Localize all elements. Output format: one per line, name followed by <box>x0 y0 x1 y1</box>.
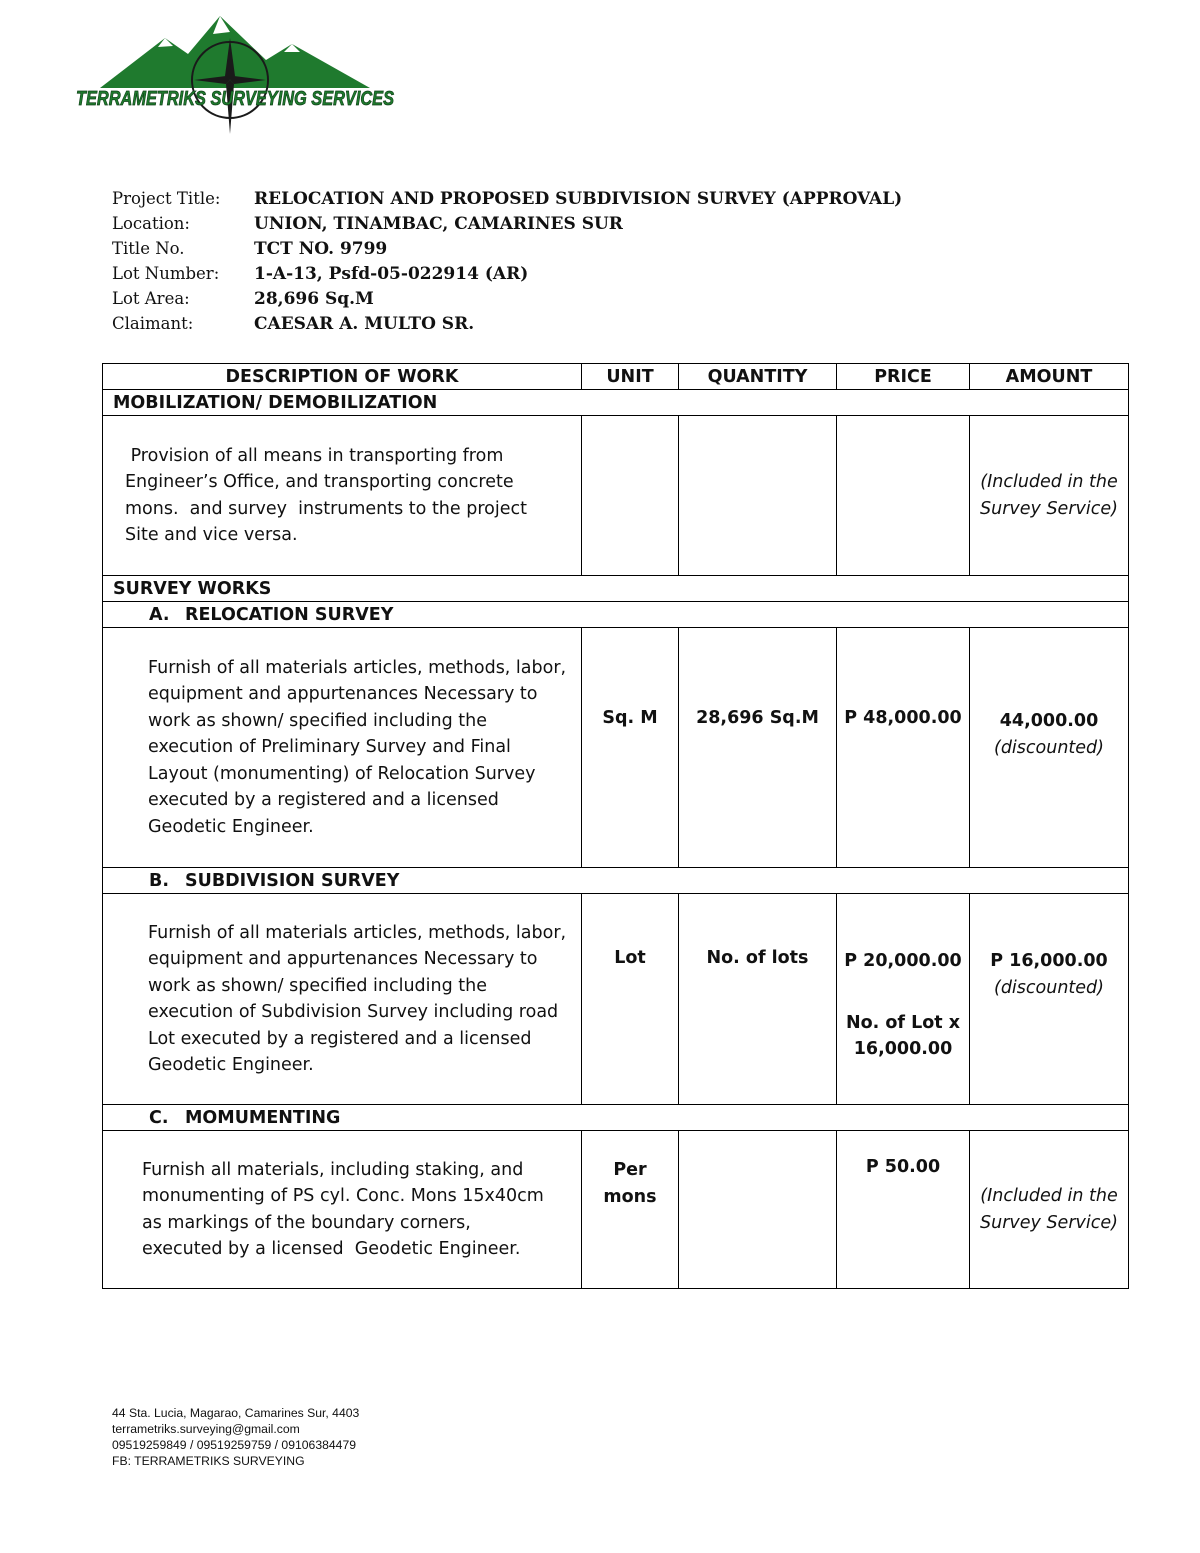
mobilization-quantity <box>679 416 837 576</box>
table-row <box>103 576 1129 602</box>
relocation-description: Furnish of all materials articles, methods, labor, equipment and appurtenances Necessary to work as shown/ specified including the execution of Preliminary Survey and Final Layout (monumenting) of Relocation Survey executed by a registered and a licensed Geodetic Engineer. <box>103 628 582 868</box>
subdivision-description: Furnish of all materials articles, methods, labor, equipment and appurtenances Necessary to work as shown/ specified including the execution of Subdivision Survey including road Lot executed by a registered and a licensed Geodetic Engineer. <box>103 894 582 1105</box>
monumenting-amount: (Included in the Survey Service) <box>970 1131 1129 1289</box>
project-info <box>112 186 902 336</box>
title-no-label: Title No. <box>112 239 185 258</box>
mobilization-amount: (Included in the Survey Service) <box>970 416 1129 576</box>
subdivision-amount: P 16,000.00 (discounted) <box>970 894 1129 1105</box>
table-row <box>103 628 1129 868</box>
mobilization-heading: MOBILIZATION/ DEMOBILIZATION <box>103 390 1129 416</box>
subdivision-price: P 20,000.00 No. of Lot x 16,000.00 <box>837 894 970 1105</box>
monumenting-quantity <box>679 1131 837 1289</box>
header-description: DESCRIPTION OF WORK <box>103 364 582 390</box>
relocation-price: P 48,000.00 <box>837 628 970 868</box>
table-row <box>103 416 1129 576</box>
table-row <box>103 868 1129 894</box>
monumenting-description: Furnish all materials, including staking, and monumenting of PS cyl. Conc. Mons 15x40cm as markings of the boundary corners, executed by a licensed Geodetic Engineer. <box>103 1131 582 1289</box>
monumenting-heading: C. MOMUMENTING <box>103 1105 1129 1131</box>
company-logo <box>70 10 400 140</box>
mobilization-price <box>837 416 970 576</box>
lot-area-value: 28,696 Sq.M <box>254 288 374 309</box>
table-header-row <box>103 364 1129 390</box>
relocation-amount: 44,000.00 (discounted) <box>970 628 1129 868</box>
header-quantity: QUANTITY <box>679 364 837 390</box>
claimant-label: Claimant: <box>112 314 194 333</box>
mobilization-description: Provision of all means in transporting from Engineer’s Office, and transporting concrete mons. and survey instruments to the project Site and vice versa. <box>103 416 582 576</box>
footer-phones: 09519259849 / 09519259759 / 09106384479 <box>112 1438 356 1452</box>
subdivision-unit: Lot <box>582 894 679 1105</box>
location-label: Location: <box>112 214 190 233</box>
title-no-value: TCT NO. 9799 <box>254 238 388 259</box>
footer-facebook: FB: TERRAMETRIKS SURVEYING <box>112 1454 305 1468</box>
bill-of-quantities-table <box>102 363 1129 1289</box>
subdivision-quantity: No. of lots <box>679 894 837 1105</box>
footer-contact <box>112 1405 359 1469</box>
table-row <box>103 1131 1129 1289</box>
header-price: PRICE <box>837 364 970 390</box>
relocation-unit: Sq. M <box>582 628 679 868</box>
monumenting-price: P 50.00 <box>837 1131 970 1289</box>
table-row <box>103 602 1129 628</box>
subdivision-heading: B. SUBDIVISION SURVEY <box>103 868 1129 894</box>
relocation-quantity: 28,696 Sq.M <box>679 628 837 868</box>
header-unit: UNIT <box>582 364 679 390</box>
lot-area-label: Lot Area: <box>112 289 190 308</box>
footer-email: terrametriks.surveying@gmail.com <box>112 1422 300 1436</box>
mobilization-unit <box>582 416 679 576</box>
project-title-label: Project Title: <box>112 189 221 208</box>
logo-text: TERRAMETRIKS SURVEYING SERVICES <box>76 88 395 110</box>
location-value: UNION, TINAMBAC, CAMARINES SUR <box>254 213 623 234</box>
table-row <box>103 390 1129 416</box>
monumenting-unit: Per mons <box>582 1131 679 1289</box>
table-row <box>103 894 1129 1105</box>
header-amount: AMOUNT <box>970 364 1129 390</box>
relocation-heading: A. RELOCATION SURVEY <box>103 602 1129 628</box>
project-title-value: RELOCATION AND PROPOSED SUBDIVISION SURVEY (APPROVAL) <box>254 188 903 209</box>
footer-address: 44 Sta. Lucia, Magarao, Camarines Sur, 4403 <box>112 1406 360 1420</box>
survey-works-heading: SURVEY WORKS <box>103 576 1129 602</box>
table-row <box>103 1105 1129 1131</box>
lot-number-label: Lot Number: <box>112 264 220 283</box>
lot-number-value: 1-A-13, Psfd-05-022914 (AR) <box>254 263 529 284</box>
claimant-value: CAESAR A. MULTO SR. <box>254 313 475 334</box>
